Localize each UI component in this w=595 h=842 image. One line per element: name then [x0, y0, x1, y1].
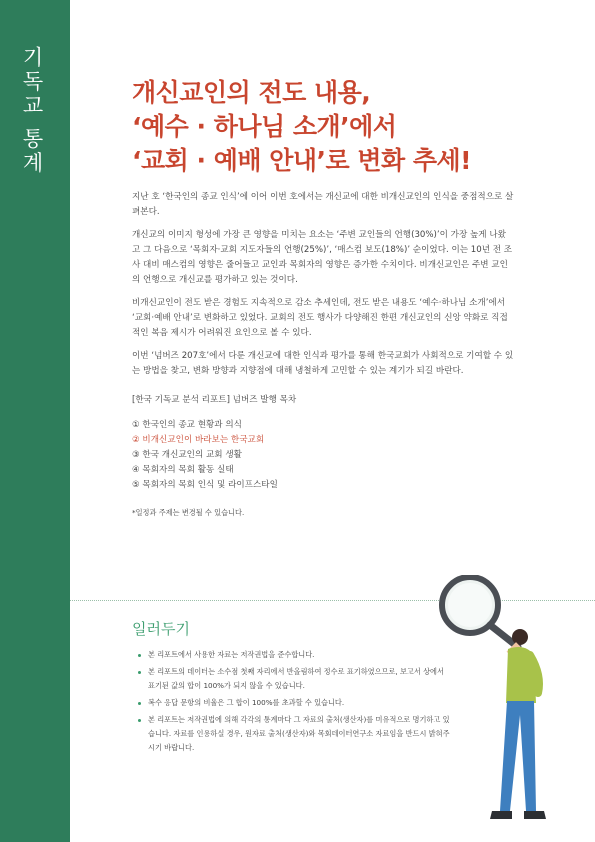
section-title: 기독교 통계 [20, 46, 44, 176]
toc-heading: [한국 기독교 분석 리포트] 넘버즈 발행 목차 [132, 395, 297, 405]
body-text [132, 190, 514, 520]
toc-item: ① 한국인의 종교 현황과 의식 [132, 420, 242, 430]
toc-item: ⑤ 목회자의 목회 인식 및 라이프스타일 [132, 480, 278, 490]
notice-item: 본 리포트에서 사용한 자료는 저작권법을 준수합니다. [148, 648, 453, 662]
toc-note: *일정과 주제는 변경될 수 있습니다. [132, 508, 245, 517]
paragraph: 지난 호 ‘한국인의 종교 인식’에 이어 이번 호에서는 개신교에 대한 비개신교인의 인식을 중점적으로 살펴본다. [132, 192, 514, 217]
notice-item: 본 리포트의 데이터는 소수점 첫째 자리에서 반올림하여 정수로 표기하였으므로, 보고서 상에서 표기된 값의 합이 100%가 되지 않을 수 있습니다. [148, 665, 453, 693]
title-line: ‘교회 · 예배 안내’로 변화 추세! [132, 146, 472, 175]
toc-item-current: ② 비개신교인이 바라보는 한국교회 [132, 435, 265, 445]
toc-item: ③ 한국 개신교인의 교회 생활 [132, 450, 242, 460]
title-line: 개신교인의 전도 내용, [132, 78, 371, 107]
title-line: ‘예수 · 하나님 소개’에서 [132, 112, 397, 141]
toc-item: ④ 목회자의 목회 활동 실태 [132, 465, 234, 475]
notice-item: 복수 응답 문항의 비율은 그 합이 100%를 초과할 수 있습니다. [148, 696, 453, 710]
magnifying-glass-person-icon [430, 575, 560, 835]
toc-list [132, 418, 514, 493]
page-title [132, 76, 471, 178]
paragraph: 개신교의 이미지 형성에 가장 큰 영향을 미치는 요소는 ‘주변 교인들의 언행(30%)’이 가장 높게 나왔고 그 다음으로 ‘목회자·교회 지도자들의 언행(25%)’, ‘매스컴 보도(18%)’ 순이었다. 이는 10년 전 조사 대비 매스컴의 영향은 줄어들고 교인과 목회자의 영향은 증가한 수치이다. 비개신교인은 주변 교인의 언행으로 개신교를 평가하고 있는 것이다. [132, 230, 513, 285]
sidebar-band [0, 0, 70, 842]
paragraph: 이번 ‘넘버즈 207호’에서 다룬 개신교에 대한 인식과 평가를 통해 한국교회가 사회적으로 기여할 수 있는 방법을 찾고, 변화 방향과 지향점에 대해 냉철하게 고민할 수 있는 계기가 되길 바란다. [132, 351, 514, 376]
paragraph: 비개신교인이 전도 받은 경험도 지속적으로 감소 추세인데, 전도 받은 내용도 ‘예수·하나님 소개’에서 ‘교회·예배 안내’로 변화하고 있었다. 교회의 전도 행사가 다양해진 한편 개신교인의 신앙 약화로 직접적인 복음 제시가 어려워진 요인으로 볼 수 있다. [132, 298, 508, 338]
notice-heading: 일러두기 [132, 620, 190, 638]
notice-item: 본 리포트는 저작권법에 의해 각각의 통계마다 그 자료의 출처(생산자)를 미유적으로 명기하고 있습니다. 자료를 인용하실 경우, 원자료 출처(생산자)와 목회데이터연구소 자료임을 반드시 밝혀주시기 바랍니다. [148, 713, 453, 755]
notice-list [148, 648, 453, 758]
